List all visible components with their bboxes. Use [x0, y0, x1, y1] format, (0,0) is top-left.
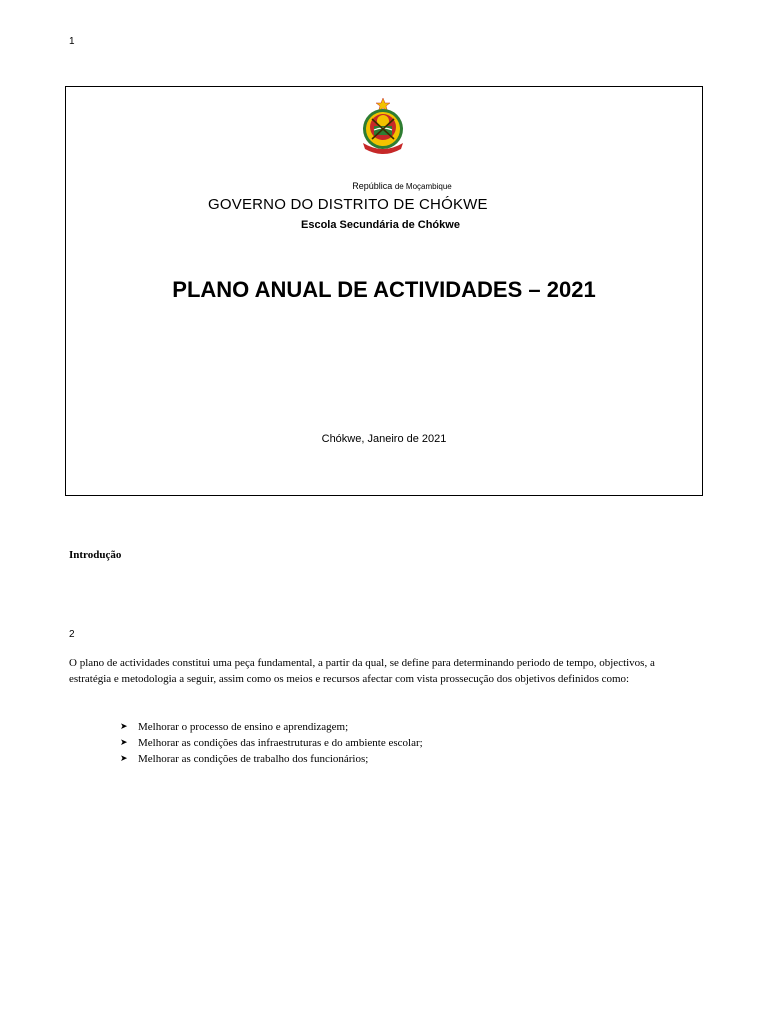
- list-item: [120, 719, 423, 735]
- school-name: Escola Secundária de Chókwe: [301, 219, 460, 231]
- republic-label: República: [352, 181, 393, 191]
- page-number: 1: [69, 36, 75, 47]
- arrow-bullet-icon: ➤: [120, 738, 128, 748]
- list-item: [120, 735, 423, 751]
- page-number: 2: [69, 629, 75, 640]
- list-item-text: Melhorar as condições das infraestruturas e do ambiente escolar;: [138, 737, 423, 749]
- section-heading-introducao: Introdução: [69, 549, 122, 561]
- intro-paragraph: O plano de actividades constitui uma peça fundamental, a partir da qual, se define para determinando periodo de tempo, objectivos, a estratégia e metodologia a seguir, assim como os meios e recursos afectar com vista prossecução dos objetivos definidos como:: [69, 657, 655, 685]
- arrow-bullet-icon: ➤: [120, 722, 128, 732]
- republic-line: [66, 181, 702, 191]
- government-heading: GOVERNO DO DISTRITO DE CHÓKWE: [208, 196, 488, 213]
- cover-page-frame: [65, 86, 703, 496]
- republic-country: de Moçambique: [394, 182, 452, 191]
- place-and-date: Chókwe, Janeiro de 2021: [321, 433, 447, 445]
- list-item-text: Melhorar as condições de trabalho dos funcionários;: [138, 753, 369, 765]
- objectives-list: [120, 719, 423, 767]
- list-item-text: Melhorar o processo de ensino e aprendizagem;: [138, 721, 349, 733]
- document-title: PLANO ANUAL DE ACTIVIDADES – 2021: [172, 277, 596, 302]
- mozambique-coat-of-arms-icon: [356, 97, 410, 157]
- arrow-bullet-icon: ➤: [120, 754, 128, 764]
- list-item: [120, 751, 423, 767]
